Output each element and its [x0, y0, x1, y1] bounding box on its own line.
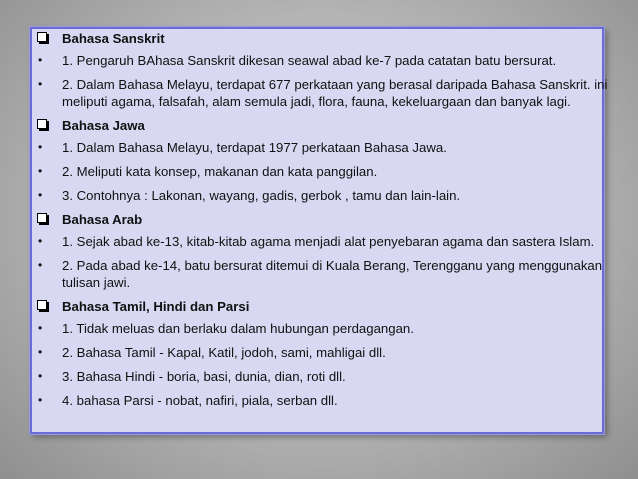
list-item [0, 257, 610, 291]
list-item [0, 368, 610, 385]
bullet-icon: • [38, 77, 43, 91]
list-item-text: 1. Tidak meluas dan berlaku dalam hubungan perdagangan. [62, 321, 414, 336]
bullet-icon: • [38, 188, 43, 202]
bullet-icon: • [38, 345, 43, 359]
list-item [0, 233, 610, 250]
list-item-text: 1. Pengaruh BAhasa Sanskrit dikesan seawal abad ke-7 pada catatan batu bersurat. [62, 53, 557, 68]
list-item [0, 52, 610, 69]
list-item-text: 2. Bahasa Tamil - Kapal, Katil, jodoh, sami, mahligai dll. [62, 345, 386, 360]
bullet-icon: • [38, 164, 43, 178]
checkbox-bullet-icon [37, 213, 47, 223]
bullet-icon: • [38, 393, 43, 407]
list-item-text: 4. bahasa Parsi - nobat, nafiri, piala, serban dll. [62, 393, 338, 408]
list-item-text: 1. Sejak abad ke-13, kitab-kitab agama menjadi alat penyebaran agama dan sastera Islam. [62, 234, 595, 249]
bullet-icon: • [38, 258, 43, 272]
list-item [0, 163, 610, 180]
list-item-text: 3. Contohnya : Lakonan, wayang, gadis, gerbok , tamu dan lain-lain. [62, 188, 461, 203]
list-item-text: 2. Pada abad ke-14, batu bersurat ditemui di Kuala Berang, Terengganu yang menggunakan tulisan jawi. [62, 258, 603, 290]
heading-text: Bahasa Tamil, Hindi dan Parsi [62, 299, 250, 314]
list-item [0, 139, 610, 156]
list-item-text: 2. Meliputi kata konsep, makanan dan kata panggilan. [62, 164, 378, 179]
list-item [0, 392, 610, 409]
section-heading [0, 211, 610, 228]
section-heading [0, 117, 610, 134]
section-heading [0, 30, 610, 47]
bullet-icon: • [38, 234, 43, 248]
section-heading [0, 298, 610, 315]
slide-content [0, 30, 610, 416]
heading-text: Bahasa Arab [62, 212, 143, 227]
list-item-text: 3. Bahasa Hindi - boria, basi, dunia, dian, roti dll. [62, 369, 346, 384]
bullet-icon: • [38, 53, 43, 67]
bullet-icon: • [38, 369, 43, 383]
list-item-text: 2. Dalam Bahasa Melayu, terdapat 677 perkataan yang berasal daripada Bahasa Sanskrit. ini meliputi agama, falsafah, alam semula jadi, flora, fauna, kekeluargaan dan banyak lagi. [62, 77, 608, 109]
heading-text: Bahasa Jawa [62, 118, 145, 133]
heading-text: Bahasa Sanskrit [62, 31, 165, 46]
list-item [0, 344, 610, 361]
checkbox-bullet-icon [37, 119, 47, 129]
list-item [0, 320, 610, 337]
list-item [0, 187, 610, 204]
bullet-icon: • [38, 321, 43, 335]
checkbox-bullet-icon [37, 300, 47, 310]
bullet-icon: • [38, 140, 43, 154]
list-item-text: 1. Dalam Bahasa Melayu, terdapat 1977 perkataan Bahasa Jawa. [62, 140, 447, 155]
list-item [0, 76, 610, 110]
checkbox-bullet-icon [37, 32, 47, 42]
